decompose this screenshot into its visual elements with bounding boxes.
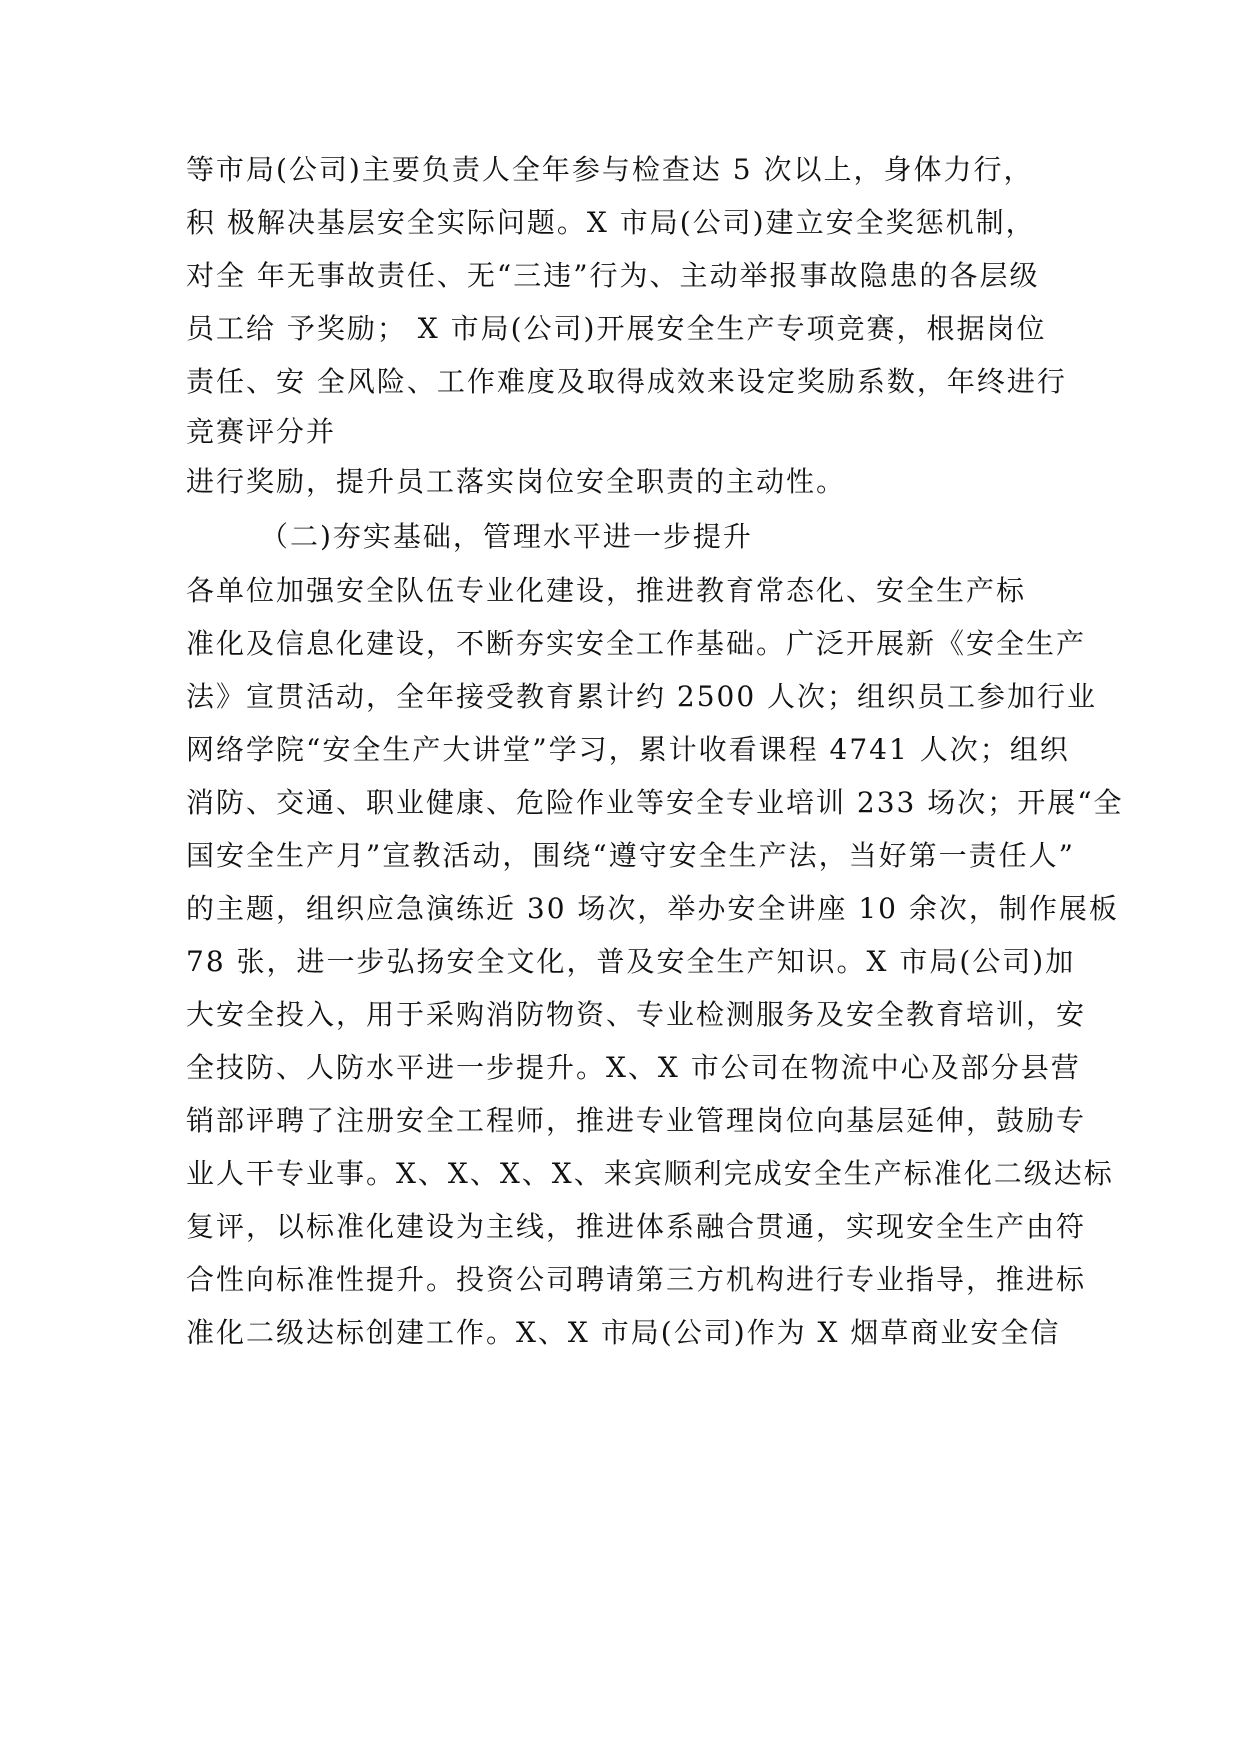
paragraph-2-line-2: 准化及信息化建设，不断夯实安全工作基础。广泛开展新《安全生产 — [186, 627, 1087, 660]
paragraph-2-line-12: 业人干专业事。X、X、X、X、来宾顺利完成安全生产标准化二级达标 — [186, 1157, 1114, 1190]
paragraph-1-line-7: 进行奖励，提升员工落实岗位安全职责的主动性。 — [186, 465, 847, 498]
paragraph-1-line-1: 等市局(公司)主要负责人全年参与检查达 5 次以上，身体力行， — [186, 153, 1034, 186]
paragraph-1-line-5: 责任、安 全风险、工作难度及取得成效来设定奖励系数，年终进行 — [186, 365, 1067, 398]
paragraph-2-line-15: 准化二级达标创建工作。X、X 市局(公司)作为 X 烟草商业安全信 — [186, 1316, 1061, 1349]
paragraph-2-line-14: 合性向标准性提升。投资公司聘请第三方机构进行专业指导，推进标 — [186, 1263, 1087, 1296]
paragraph-2-line-3: 法》宣贯活动，全年接受教育累计约 2500 人次；组织员工参加行业 — [186, 680, 1098, 713]
paragraph-2-line-7: 的主题，组织应急演练近 30 场次，举办安全讲座 10 余次，制作展板 — [186, 892, 1119, 925]
paragraph-1-line-3: 对全 年无事故责任、无“三违”行为、主动举报事故隐患的各层级 — [186, 259, 1040, 292]
paragraph-2-line-5: 消防、交通、职业健康、危险作业等安全专业培训 233 场次；开展“全 — [186, 786, 1124, 819]
paragraph-2-line-9: 大安全投入，用于采购消防物资、专业检测服务及安全教育培训，安 — [186, 998, 1087, 1031]
paragraph-2-line-10: 全技防、人防水平进一步提升。X、X 市公司在物流中心及部分县营 — [186, 1051, 1081, 1084]
paragraph-1-line-6: 竞赛评分并 — [186, 415, 337, 448]
paragraph-2-line-8: 78 张，进一步弘扬安全文化，普及安全生产知识。X 市局(公司)加 — [186, 945, 1076, 978]
paragraph-2-line-6: 国安全生产月”宣教活动，围绕“遵守安全生产法，当好第一责任人” — [186, 839, 1075, 872]
paragraph-1-line-4: 员工给 予奖励； X 市局(公司)开展安全生产专项竞赛，根据岗位 — [186, 312, 1047, 345]
paragraph-2-line-13: 复评，以标准化建设为主线，推进体系融合贯通，实现安全生产由符 — [186, 1210, 1087, 1243]
section-heading: （二)夯实基础，管理水平进一步提升 — [260, 520, 753, 553]
paragraph-2-line-4: 网络学院“安全生产大讲堂”学习，累计收看课程 4741 人次；组织 — [186, 733, 1070, 766]
paragraph-2-line-1: 各单位加强安全队伍专业化建设，推进教育常态化、安全生产标 — [186, 574, 1027, 607]
paragraph-1-line-2: 积 极解决基层安全实际问题。X 市局(公司)建立安全奖惩机制， — [186, 206, 1036, 239]
paragraph-2-line-11: 销部评聘了注册安全工程师，推进专业管理岗位向基层延伸，鼓励专 — [186, 1104, 1087, 1137]
